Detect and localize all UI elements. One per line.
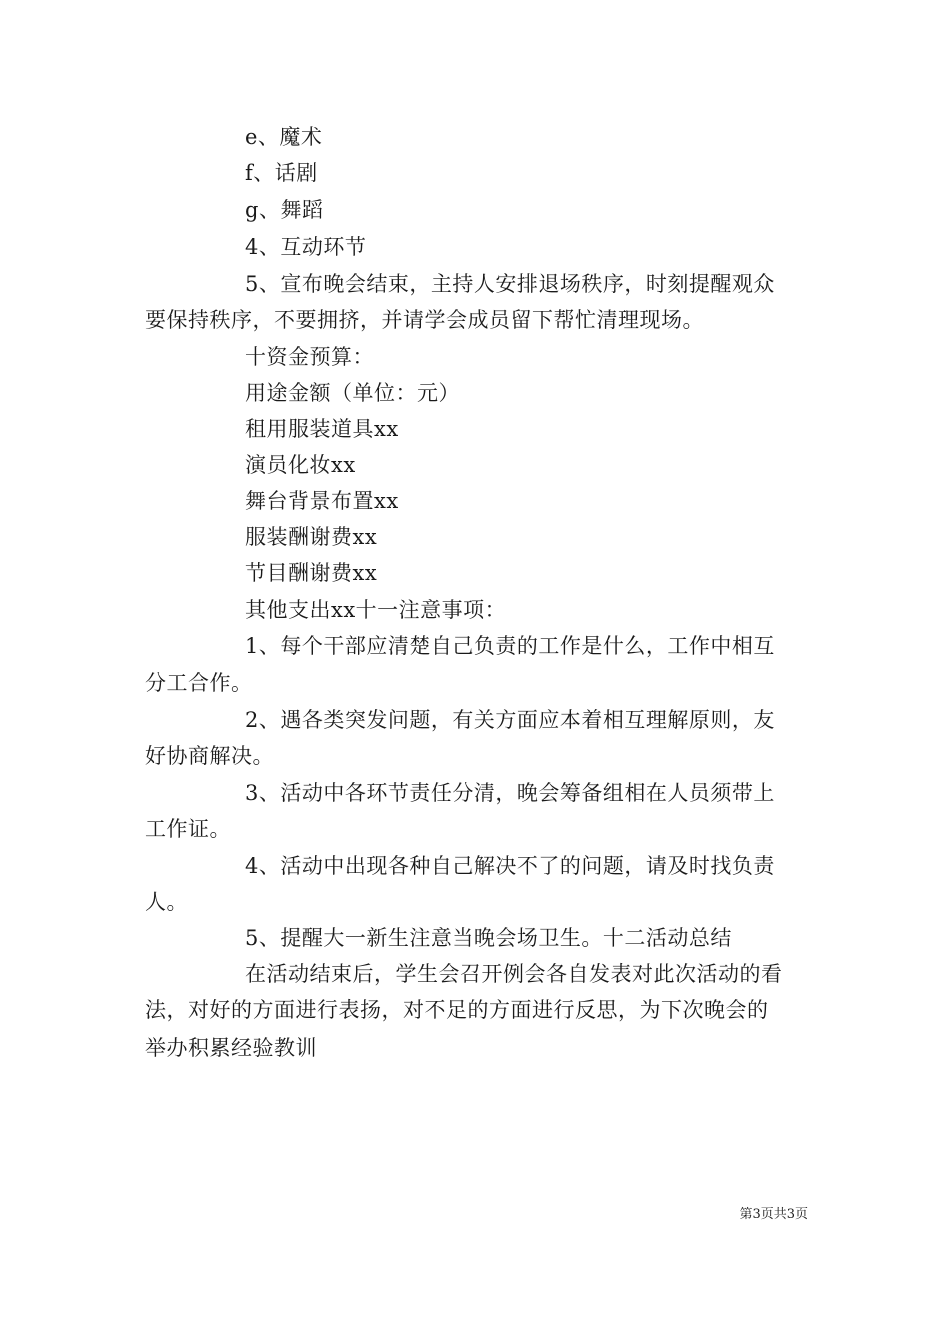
text-line: g、舞蹈 <box>245 198 324 222</box>
text-line: 2、遇各类突发问题，有关方面应本着相互理解原则，友 <box>245 708 775 732</box>
text-line: 十资金预算： <box>245 345 374 369</box>
page-number-footer: 第3页共3页 <box>739 1207 808 1222</box>
text-line: 舞台背景布置xx <box>245 489 399 513</box>
text-line: 3、活动中各环节责任分清，晚会筹备组相在人员须带上 <box>245 781 775 805</box>
text-line: 4、互动环节 <box>245 235 367 259</box>
text-line: 演员化妆xx <box>245 453 356 477</box>
text-line: 用途金额（单位：元） <box>245 381 460 405</box>
text-line: 5、宣布晚会结束，主持人安排退场秩序，时刻提醒观众 <box>245 272 775 296</box>
text-line: 人。 <box>145 890 188 914</box>
text-line: 分工合作。 <box>145 671 253 695</box>
text-line: 服装酬谢费xx <box>245 525 378 549</box>
text-line: 4、活动中出现各种自己解决不了的问题，请及时找负责 <box>245 854 775 878</box>
text-line: 在活动结束后，学生会召开例会各自发表对此次活动的看 <box>245 962 783 986</box>
text-line: 租用服装道具xx <box>245 417 399 441</box>
text-line: e、魔术 <box>245 125 323 149</box>
text-line: f、话剧 <box>245 161 318 185</box>
text-line: 5、提醒大一新生注意当晚会场卫生。十二活动总结 <box>245 926 732 950</box>
text-line: 节目酬谢费xx <box>245 561 378 585</box>
text-line: 工作证。 <box>145 817 231 841</box>
text-line: 1、每个干部应清楚自己负责的工作是什么，工作中相互 <box>245 634 775 658</box>
text-line: 好协商解决。 <box>145 744 274 768</box>
text-line: 要保持秩序，不要拥挤，并请学会成员留下帮忙清理现场。 <box>145 308 704 332</box>
text-line: 法，对好的方面进行表扬，对不足的方面进行反思，为下次晚会的 <box>145 998 769 1022</box>
text-line: 举办积累经验教训 <box>145 1036 317 1060</box>
text-line: 其他支出xx十一注意事项： <box>245 598 507 622</box>
